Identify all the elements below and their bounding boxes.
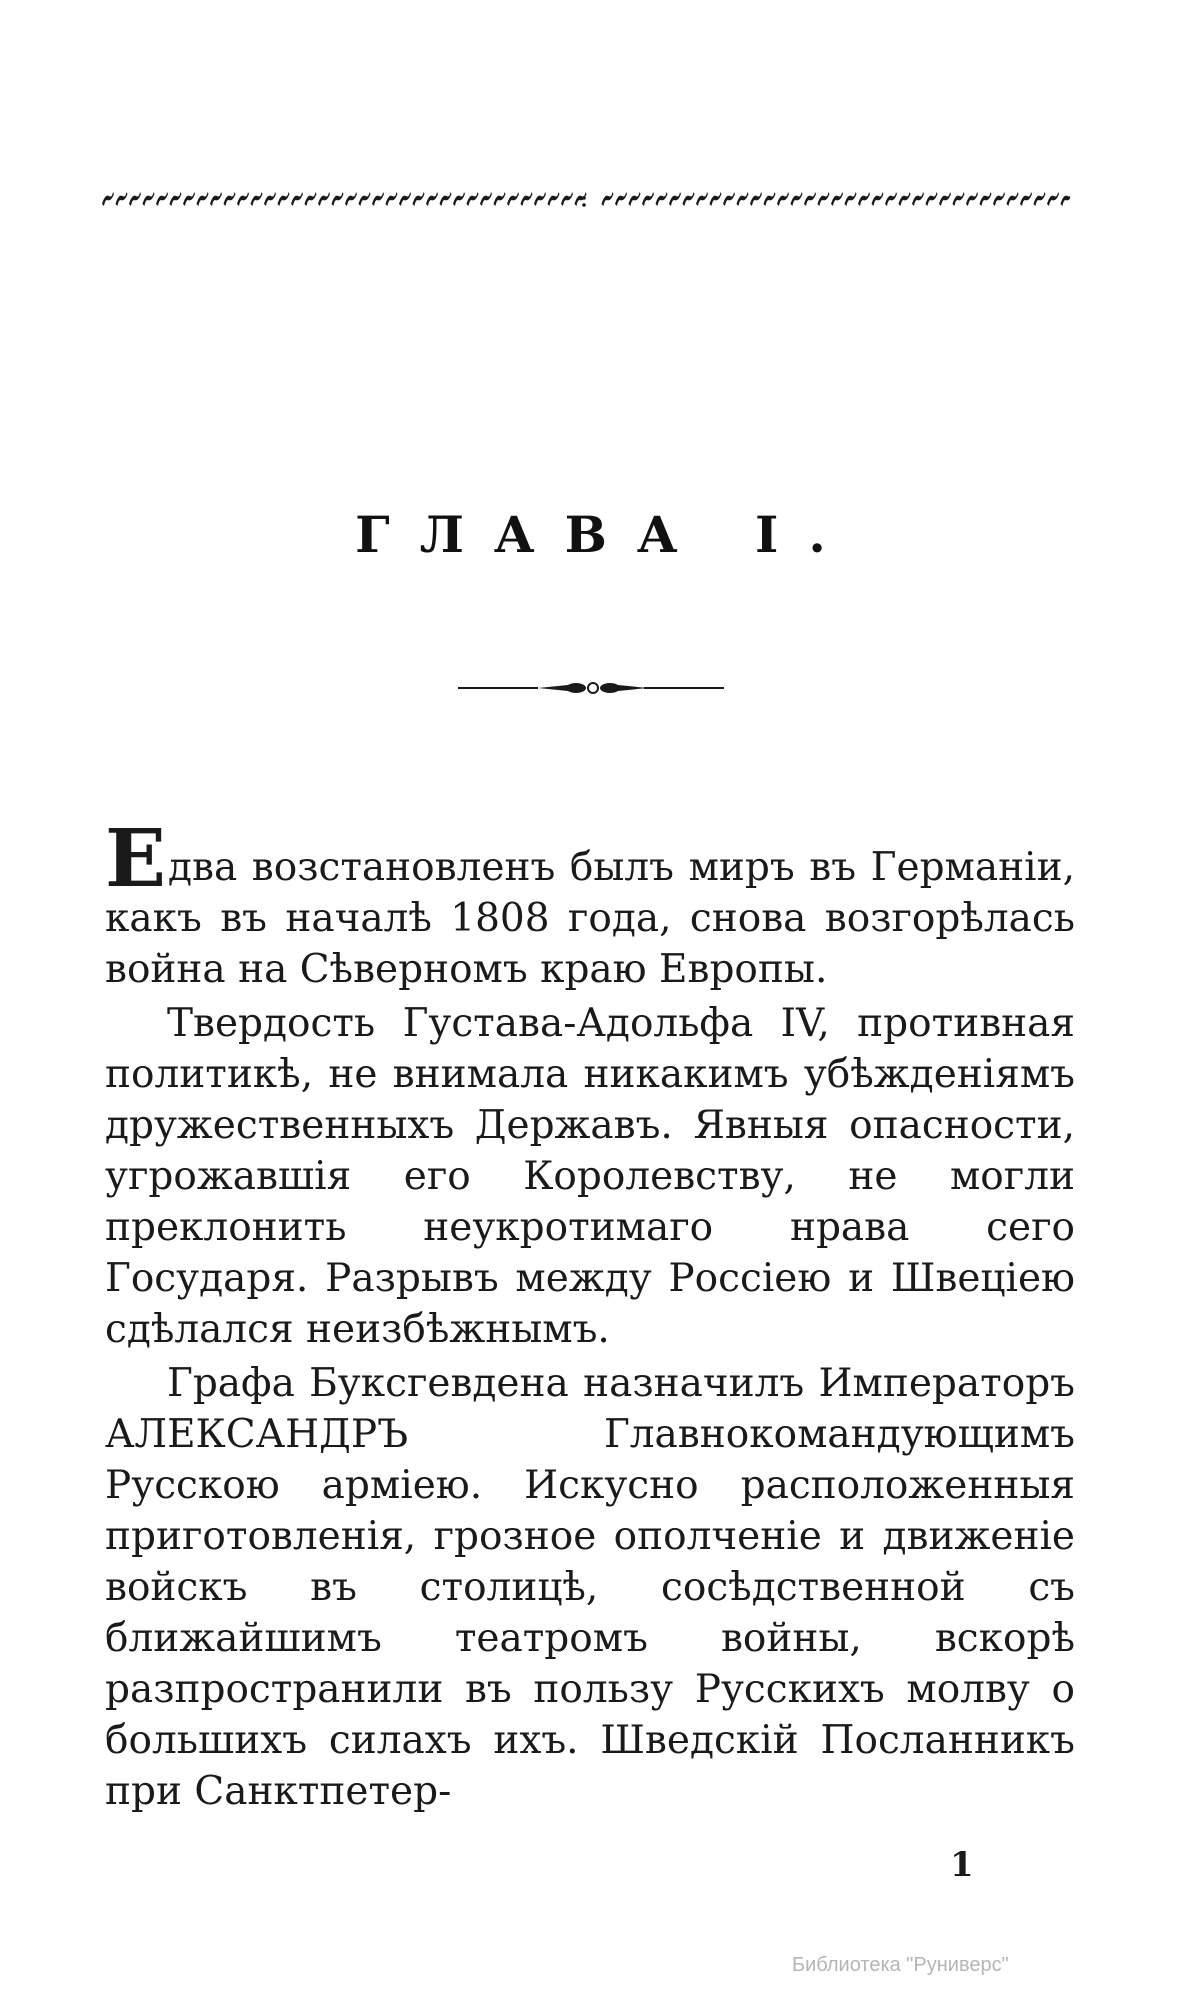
ornament-flourish: [764, 192, 776, 206]
ornament-flourish: [183, 192, 195, 206]
ornament-flourish: [1034, 192, 1046, 206]
chapter-title: ГЛАВА I.: [355, 505, 856, 564]
ornament-flourish: [440, 192, 452, 206]
ornament-flourish: [669, 192, 681, 206]
ornament-flourish: [210, 192, 222, 206]
ornament-flourish: [453, 192, 465, 206]
ornament-flourish: [615, 192, 627, 206]
ornament-flourish: [291, 192, 303, 206]
ornament-flourish: [237, 192, 249, 206]
ornament-flourish: [561, 192, 573, 206]
paragraph-3: Графа Буксгевдена назначилъ Императоръ АЛЕКСАНДРЪ Главнокомандующимъ Русскою арміею. Искусно расположенныя приготовленія, грозное ополченіе и движеніе войскъ въ столицѣ, сосѣдственной съ ближайшимъ театромъ войны, вскорѣ разпространили въ пользу Русскихъ молву о большихъ силахъ ихъ. Шведскій Посланникъ при Санктпетер-: [105, 1361, 1075, 1814]
ornament-flourish: [345, 192, 357, 206]
ornament-flourish: [1007, 192, 1019, 206]
ornament-flourish: [912, 192, 924, 206]
ornament-flourish: [791, 192, 803, 206]
ornament-flourish: [831, 192, 843, 206]
ornament-dot: [582, 203, 586, 207]
ornament-flourish: [426, 192, 438, 206]
ornament-flourish: [750, 192, 762, 206]
ornament-flourish: [1020, 192, 1032, 206]
ornament-flourish: [642, 192, 654, 206]
ornament-flourish: [818, 192, 830, 206]
ornament-flourish: [966, 192, 978, 206]
signature-mark: 1: [950, 1845, 974, 1885]
ornament-flourish: [386, 192, 398, 206]
ornament-flourish: [494, 192, 506, 206]
ornament-flourish: [507, 192, 519, 206]
ornament-flourish: [359, 192, 371, 206]
ornament-flourish: [156, 192, 168, 206]
library-watermark: Библиотека "Руниверс": [792, 1954, 1009, 1976]
ornament-flourish: [696, 192, 708, 206]
ornament-flourish: [224, 192, 236, 206]
ornament-flourish: [251, 192, 263, 206]
paragraph-1: [105, 811, 1075, 995]
ornament-flourish: [116, 192, 128, 206]
chapter-body: [105, 811, 1075, 1820]
ornament-flourish: [899, 192, 911, 206]
ornament-flourish: [993, 192, 1005, 206]
ornament-flourish: [723, 192, 735, 206]
ornament-dot: [582, 196, 586, 200]
ornament-flourish: [305, 192, 317, 206]
ornament-flourish: [399, 192, 411, 206]
ornament-flourish: [197, 192, 209, 206]
ornament-flourish: [534, 192, 546, 206]
ornament-flourish: [872, 192, 884, 206]
ornament-flourish: [1061, 192, 1071, 206]
ornament-flourish: [602, 192, 614, 206]
ornament-flourish: [980, 192, 992, 206]
ornament-flourish: [629, 192, 641, 206]
ornament-flourish: [737, 192, 749, 206]
ornament-flourish: [143, 192, 155, 206]
ornament-flourish: [372, 192, 384, 206]
ornament-flourish: [278, 192, 290, 206]
ornament-flourish: [102, 192, 114, 206]
paragraph-1-text: два возстановленъ былъ миръ въ Германіи, какъ въ началѣ 1808 года, снова возгорѣлась война на Сѣверномъ краю Европы.: [105, 845, 1075, 992]
ornament-flourish: [804, 192, 816, 206]
ornament-flourish: [777, 192, 789, 206]
ornament-flourish: [939, 192, 951, 206]
ornament-flourish: [264, 192, 276, 206]
ornament-flourish: [521, 192, 533, 206]
ornament-flourish: [926, 192, 938, 206]
divider-ornament: [458, 676, 724, 700]
ornament-flourish: [548, 192, 560, 206]
ornament-flourish: [467, 192, 479, 206]
ornament-flourish: [129, 192, 141, 206]
ornament-flourish: [710, 192, 722, 206]
paragraph-2: Твердость Густава-Адольфа IV, противная политикѣ, не внимала никакимъ убѣжденіямъ дружественныхъ Державъ. Явныя опасности, угрожавшія его Королевству, не могли преклонить неукротимаго нрава сего Государя. Разрывъ между Россіею и Швеціею сдѣлался неизбѣжнымъ.: [105, 1001, 1075, 1352]
drop-cap: Е: [105, 811, 166, 905]
ornament-flourish: [683, 192, 695, 206]
ornament-flourish: [885, 192, 897, 206]
ornament-flourish: [656, 192, 668, 206]
ornament-flourish: [318, 192, 330, 206]
ornament-flourish: [413, 192, 425, 206]
top-ornament-rule: [100, 188, 1070, 212]
ornament-flourish: [858, 192, 870, 206]
ornament-flourish: [170, 192, 182, 206]
ornament-flourish: [332, 192, 344, 206]
ornament-flourish: [1047, 192, 1059, 206]
ornament-flourish: [845, 192, 857, 206]
ornament-flourish: [953, 192, 965, 206]
ornament-flourish: [480, 192, 492, 206]
